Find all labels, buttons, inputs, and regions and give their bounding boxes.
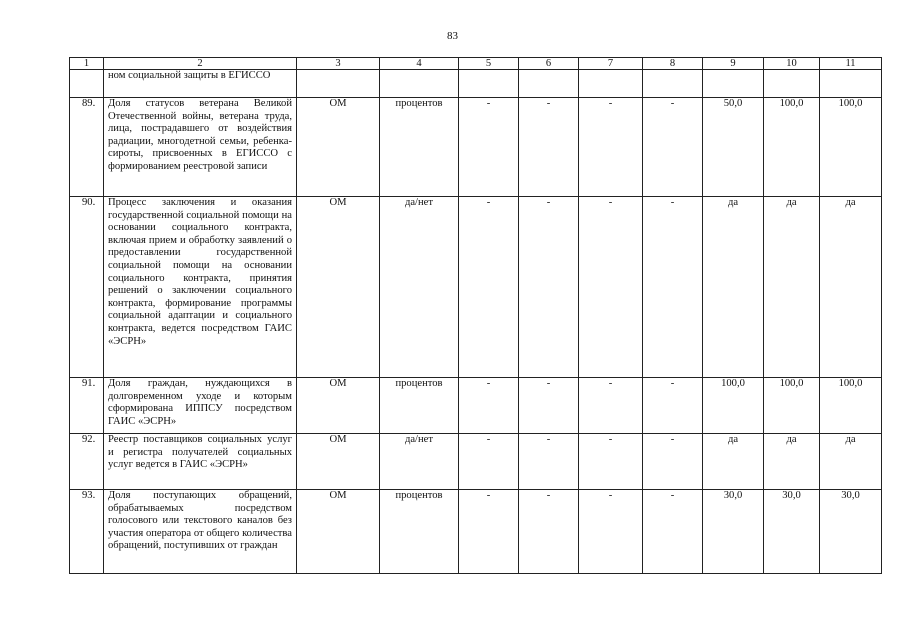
value-cell: - (519, 98, 579, 197)
table-header-row (70, 58, 882, 70)
header-cell: 4 (380, 58, 459, 70)
value-cell: - (643, 490, 703, 574)
value-cell: да (703, 434, 764, 490)
indicator-name: Процесс заключения и оказания государственной социальной помощи на основании социального контракта, включая прием и обработку заявлений о предоставлении государственной социальной помощи на основании социального контракта, принятия решений о заключении социального контракта, формирование программы социальной адаптации и социального контракта, ведется посредством ГАИС «ЭСРН» (104, 197, 297, 378)
value-cell: 100,0 (764, 98, 820, 197)
responsible-cell: ОМ (297, 378, 380, 434)
indicators-table (69, 57, 882, 574)
value-cell: - (459, 197, 519, 378)
value-cell: да (820, 434, 882, 490)
unit-cell: процентов (380, 490, 459, 574)
header-cell: 10 (764, 58, 820, 70)
row-number: 92. (70, 434, 104, 490)
value-cell: - (579, 378, 643, 434)
row-number (70, 70, 104, 98)
indicator-name: ном социальной защиты в ЕГИССО (104, 70, 297, 98)
responsible-cell: ОМ (297, 434, 380, 490)
header-cell: 2 (104, 58, 297, 70)
value-cell (764, 70, 820, 98)
indicator-name: Доля статусов ветерана Великой Отечественной войны, ветерана труда, лица, пострадавшего от воздействия радиации, многодетной семьи, ребенка-сироты, присвоенных в ЕГИССО с формированием реестровой записи (104, 98, 297, 197)
value-cell: 100,0 (820, 98, 882, 197)
responsible-cell: ОМ (297, 490, 380, 574)
value-cell: - (519, 434, 579, 490)
value-cell: - (579, 434, 643, 490)
value-cell (519, 70, 579, 98)
unit-cell: процентов (380, 378, 459, 434)
value-cell: - (643, 197, 703, 378)
value-cell: 50,0 (703, 98, 764, 197)
responsible-cell (297, 70, 380, 98)
value-cell: - (459, 490, 519, 574)
value-cell (643, 70, 703, 98)
value-cell: 100,0 (820, 378, 882, 434)
table-row (70, 98, 882, 197)
value-cell: 30,0 (820, 490, 882, 574)
value-cell: да (764, 197, 820, 378)
value-cell: да (764, 434, 820, 490)
header-cell: 3 (297, 58, 380, 70)
table-row (70, 197, 882, 378)
value-cell: - (643, 434, 703, 490)
table-row (70, 490, 882, 574)
row-number: 93. (70, 490, 104, 574)
value-cell: 100,0 (703, 378, 764, 434)
value-cell: - (643, 378, 703, 434)
value-cell: - (459, 378, 519, 434)
value-cell: 100,0 (764, 378, 820, 434)
indicator-name: Доля поступающих обращений, обрабатываемых посредством голосового или текстового каналов без участия оператора от общего количества обращений, поступивших от граждан (104, 490, 297, 574)
value-cell (820, 70, 882, 98)
value-cell: 30,0 (764, 490, 820, 574)
unit-cell: да/нет (380, 434, 459, 490)
table-row (70, 378, 882, 434)
row-number: 89. (70, 98, 104, 197)
value-cell: - (459, 434, 519, 490)
responsible-cell: ОМ (297, 98, 380, 197)
page-number: 83 (447, 30, 458, 42)
value-cell: - (459, 98, 519, 197)
value-cell (703, 70, 764, 98)
header-cell: 1 (70, 58, 104, 70)
header-cell: 11 (820, 58, 882, 70)
value-cell: - (579, 197, 643, 378)
value-cell: - (519, 197, 579, 378)
indicator-name: Реестр поставщиков социальных услуг и регистра получателей социальных услуг ведется в ГАИС «ЭСРН» (104, 434, 297, 490)
value-cell (459, 70, 519, 98)
header-cell: 7 (579, 58, 643, 70)
unit-cell: да/нет (380, 197, 459, 378)
table-row (70, 434, 882, 490)
unit-cell (380, 70, 459, 98)
value-cell: - (643, 98, 703, 197)
value-cell: 30,0 (703, 490, 764, 574)
indicator-name: Доля граждан, нуждающихся в долговременном уходе и которым сформирована ИППСУ посредством ГАИС «ЭСРН» (104, 378, 297, 434)
value-cell: - (579, 490, 643, 574)
row-number: 91. (70, 378, 104, 434)
value-cell: да (703, 197, 764, 378)
header-cell: 8 (643, 58, 703, 70)
table-row (70, 70, 882, 98)
row-number: 90. (70, 197, 104, 378)
value-cell (579, 70, 643, 98)
value-cell: - (519, 490, 579, 574)
value-cell: - (519, 378, 579, 434)
responsible-cell: ОМ (297, 197, 380, 378)
value-cell: да (820, 197, 882, 378)
header-cell: 6 (519, 58, 579, 70)
header-cell: 5 (459, 58, 519, 70)
value-cell: - (579, 98, 643, 197)
header-cell: 9 (703, 58, 764, 70)
unit-cell: процентов (380, 98, 459, 197)
